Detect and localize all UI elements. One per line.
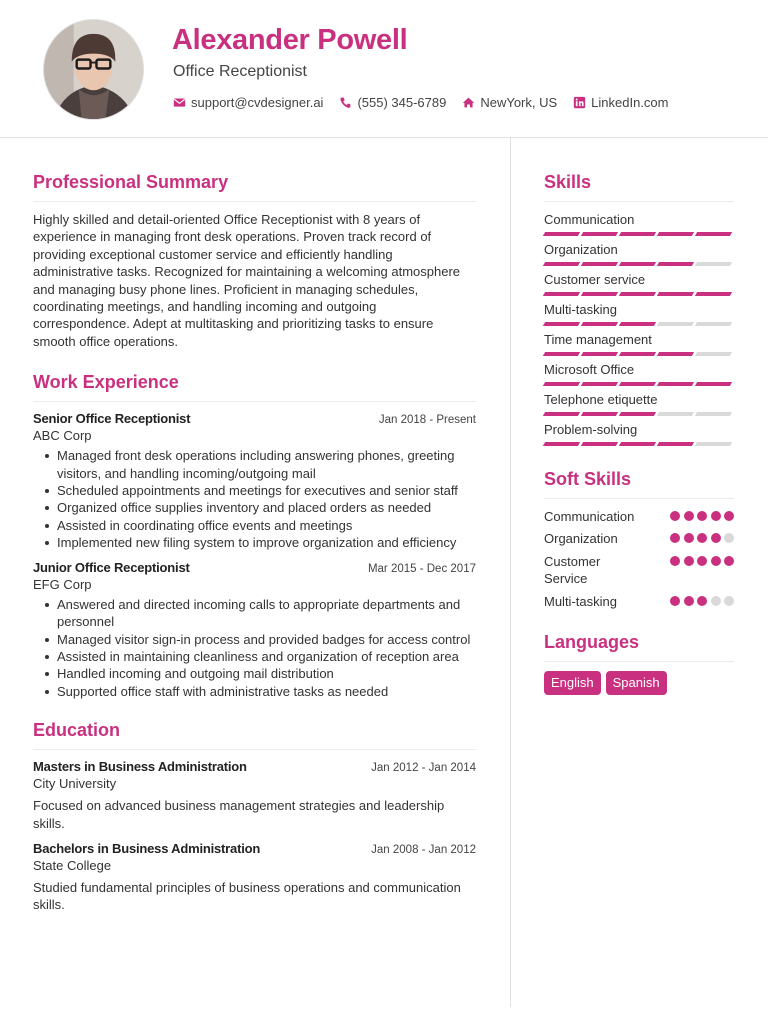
language-tag: Spanish: [606, 671, 667, 695]
skill-bar-segment: [657, 352, 694, 356]
soft-skill-name: Communication: [544, 509, 635, 524]
section-title-summary: Professional Summary: [33, 172, 476, 202]
job-bullet: Answered and directed incoming calls to appropriate departments and personnel: [45, 596, 476, 631]
skill-bar-segment: [581, 232, 618, 236]
contact-linkedin[interactable]: [573, 95, 668, 110]
contact-email[interactable]: [173, 95, 323, 110]
skill-item: [544, 211, 734, 237]
skill-item: [544, 421, 734, 447]
job-bullet: Supported office staff with administrative tasks as needed: [45, 683, 476, 700]
job-bullet: Handled incoming and outgoing mail distribution: [45, 665, 476, 682]
sidebar-column: [544, 138, 734, 695]
soft-skill-name: Customer Service: [544, 553, 601, 587]
skill-bar-segment: [581, 262, 618, 266]
main-column: [33, 138, 476, 923]
skill-bar-segment: [543, 322, 580, 326]
rating-dot-icon: [697, 511, 707, 521]
skill-level-bar: [544, 412, 734, 417]
candidate-name: Alexander Powell: [172, 24, 408, 56]
job-bullet: Assisted in maintaining cleanliness and organization of reception area: [45, 648, 476, 665]
profile-photo: [43, 19, 144, 120]
skill-name: Communication: [544, 212, 635, 227]
skill-name: Microsoft Office: [544, 362, 635, 377]
contact-list: [173, 95, 685, 110]
skill-bar-segment: [695, 232, 732, 236]
skill-bar-segment: [619, 262, 656, 266]
job-title: Junior Office Receptionist: [33, 559, 190, 575]
skills-list: [544, 211, 734, 447]
skill-bar-segment: [695, 412, 732, 416]
skill-bar-segment: [581, 442, 618, 446]
skill-bar-segment: [543, 292, 580, 296]
linkedin-icon: [573, 96, 586, 109]
envelope-icon: [173, 96, 186, 109]
contact-phone[interactable]: [339, 95, 446, 110]
soft-skill-item: [544, 553, 734, 588]
soft-skill-rating: [667, 596, 735, 606]
soft-skill-name: Organization: [544, 531, 618, 547]
job-bullet: Organized office supplies inventory and placed orders as needed: [45, 499, 476, 516]
skill-item: [544, 241, 734, 267]
education-entry: [33, 759, 476, 832]
education-description: Focused on advanced business management strategies and leadership skills.: [33, 798, 445, 831]
rating-dot-icon: [724, 533, 734, 543]
skill-bar-segment: [619, 442, 656, 446]
job-bullet: Managed visitor sign-in process and provided badges for access control: [45, 631, 476, 648]
education-degree: Masters in Business Administration: [33, 759, 247, 775]
rating-dot-icon: [724, 511, 734, 521]
rating-dot-icon: [711, 596, 721, 606]
skill-item: [544, 361, 734, 387]
education-dates: Jan 2012 - Jan 2014: [371, 762, 476, 775]
education-school: City University: [33, 776, 117, 792]
skill-bar-segment: [543, 232, 580, 236]
soft-skill-name: Multi-tasking: [544, 593, 617, 609]
contact-linkedin-text: LinkedIn.com: [591, 95, 669, 110]
skills-section: [544, 172, 734, 447]
skill-bar-segment: [581, 382, 618, 386]
job-bullet: Assisted in coordinating office events and meetings: [45, 517, 476, 534]
profile-photo-image: [44, 20, 143, 119]
skill-bar-segment: [695, 262, 732, 266]
skill-level-bar: [544, 322, 734, 327]
rating-dot-icon: [670, 596, 680, 606]
resume-header: [0, 0, 768, 138]
language-tags: [544, 671, 734, 695]
rating-dot-icon: [711, 533, 721, 543]
skill-bar-segment: [543, 412, 580, 416]
skill-bar-segment: [619, 232, 656, 236]
phone-icon: [339, 96, 352, 109]
soft-skill-item: [544, 593, 734, 610]
rating-dot-icon: [684, 556, 694, 566]
education-dates: Jan 2008 - Jan 2012: [371, 843, 476, 856]
contact-phone-text: (555) 345-6789: [357, 95, 447, 110]
soft-skill-item: [544, 530, 734, 547]
rating-dot-icon: [684, 533, 694, 543]
languages-section: [544, 632, 734, 695]
section-title-soft-skills: Soft Skills: [544, 469, 734, 499]
skill-level-bar: [544, 442, 734, 447]
skill-bar-segment: [619, 382, 656, 386]
skill-bar-segment: [619, 322, 656, 326]
job-bullet: Implemented new filing system to improve organization and efficiency: [45, 534, 476, 551]
skill-level-bar: [544, 292, 734, 297]
skill-bar-segment: [543, 262, 580, 266]
skill-bar-segment: [695, 322, 732, 326]
experience-section: [33, 372, 476, 700]
skill-bar-segment: [657, 262, 694, 266]
job-entry: [33, 411, 476, 551]
rating-dot-icon: [711, 511, 721, 521]
skill-level-bar: [544, 352, 734, 357]
job-bullet: Managed front desk operations including answering phones, greeting visitors, and handling incoming/outgoing mail: [45, 447, 476, 482]
section-title-education: Education: [33, 720, 476, 750]
skill-bar-segment: [657, 442, 694, 446]
column-divider: [510, 138, 511, 1007]
skill-bar-segment: [695, 352, 732, 356]
summary-text: Highly skilled and detail-oriented Office Receptionist with 8 years of experience in managing front desk operations. Proven track record of providing exceptional customer service and efficiently handling administrative tasks. Recognized for maintaining a welcoming atmosphere and managing busy phone lines. Proficient in managing schedules, coordinating meetings, and handling incoming and outgoing correspondence. Adept at multitasking and prioritizing tasks to ensure smooth office operations.: [33, 212, 461, 349]
skill-name: Telephone etiquette: [544, 392, 658, 407]
job-dates: Jan 2018 - Present: [378, 414, 476, 427]
home-icon: [462, 96, 475, 109]
education-section: [33, 720, 476, 914]
job-bullets: [33, 447, 476, 551]
job-title: Senior Office Receptionist: [33, 411, 191, 427]
skill-bar-segment: [695, 382, 732, 386]
skill-bar-segment: [695, 292, 732, 296]
skill-bar-segment: [619, 292, 656, 296]
skill-level-bar: [544, 232, 734, 237]
language-tag: English: [544, 671, 601, 695]
job-dates: Mar 2015 - Dec 2017: [367, 562, 476, 575]
contact-email-text: support@cvdesigner.ai: [191, 95, 324, 110]
skill-bar-segment: [581, 412, 618, 416]
skill-bar-segment: [657, 412, 694, 416]
rating-dot-icon: [711, 556, 721, 566]
education-description: Studied fundamental principles of business operations and communication skills.: [33, 879, 461, 913]
skill-item: [544, 271, 734, 297]
candidate-role: Office Receptionist: [173, 63, 307, 80]
rating-dot-icon: [724, 596, 734, 606]
skill-bar-segment: [543, 442, 580, 446]
skill-bar-segment: [581, 352, 618, 356]
skill-bar-segment: [581, 292, 618, 296]
skill-bar-segment: [619, 352, 656, 356]
rating-dot-icon: [697, 533, 707, 543]
education-entry: [33, 841, 476, 914]
skill-item: [544, 301, 734, 327]
skill-name: Problem-solving: [544, 422, 638, 437]
rating-dot-icon: [684, 596, 694, 606]
skill-item: [544, 331, 734, 357]
soft-skill-rating: [667, 511, 735, 521]
skill-bar-segment: [543, 352, 580, 356]
soft-skills-section: [544, 469, 734, 610]
job-entry: [33, 560, 476, 700]
rating-dot-icon: [670, 556, 680, 566]
skill-bar-segment: [543, 382, 580, 386]
job-company: EFG Corp: [33, 576, 92, 592]
section-title-languages: Languages: [544, 632, 734, 662]
education-school: State College: [33, 857, 112, 873]
skill-level-bar: [544, 262, 734, 267]
skill-bar-segment: [657, 292, 694, 296]
rating-dot-icon: [724, 556, 734, 566]
job-bullet: Scheduled appointments and meetings for executives and senior staff: [45, 482, 476, 499]
skill-bar-segment: [619, 412, 656, 416]
skill-name: Multi-tasking: [544, 302, 617, 317]
rating-dot-icon: [670, 533, 680, 543]
skill-bar-segment: [657, 322, 694, 326]
skill-name: Organization: [544, 242, 618, 257]
soft-skill-rating: [667, 533, 735, 543]
skill-level-bar: [544, 382, 734, 387]
rating-dot-icon: [684, 511, 694, 521]
rating-dot-icon: [697, 596, 707, 606]
job-company: ABC Corp: [33, 428, 92, 444]
skill-bar-segment: [657, 232, 694, 236]
skill-item: [544, 391, 734, 417]
section-title-skills: Skills: [544, 172, 734, 202]
contact-location-text: NewYork, US: [480, 95, 558, 110]
summary-section: [33, 172, 476, 350]
section-title-experience: Work Experience: [33, 372, 476, 402]
rating-dot-icon: [670, 511, 680, 521]
soft-skill-item: [544, 508, 734, 525]
skill-bar-segment: [657, 382, 694, 386]
skill-bar-segment: [581, 322, 618, 326]
skill-name: Customer service: [544, 272, 646, 287]
rating-dot-icon: [697, 556, 707, 566]
education-degree: Bachelors in Business Administration: [33, 840, 261, 856]
contact-location: [462, 95, 557, 110]
skill-bar-segment: [695, 442, 732, 446]
job-bullets: [33, 596, 476, 700]
skill-name: Time management: [544, 332, 652, 347]
soft-skill-rating: [667, 556, 735, 566]
